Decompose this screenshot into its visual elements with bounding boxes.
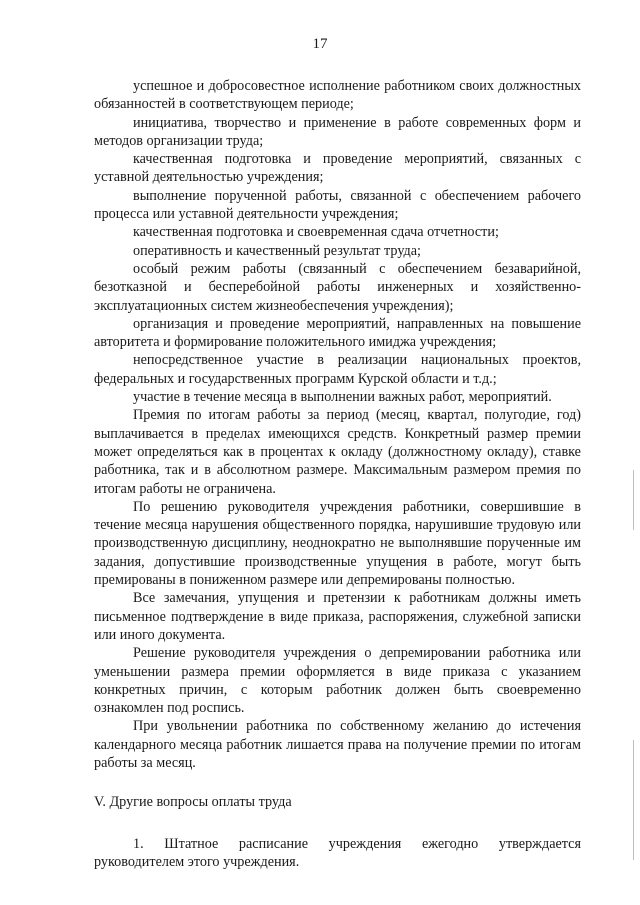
paragraph: Решение руководителя учреждения о депремировании работника или уменьшении размера премии оформляется в виде приказа с указанием конкретных причин, с которым работник должен быть своевременно ознакомлен под роспись.: [94, 645, 581, 717]
paragraph: качественная подготовка и проведение мероприятий, связанных с уставной деятельностью учреждения;: [94, 151, 581, 186]
document-body: [94, 77, 581, 871]
scan-edge-line: [633, 470, 634, 530]
paragraph: качественная подготовка и своевременная сдача отчетности;: [133, 224, 499, 241]
paragraph: Премия по итогам работы за период (месяц, квартал, полугодие, год) выплачивается в пределах имеющихся средств. Конкретный размер премии может определяться как в процентах к окладу (должностному окладу), ставке работника, так и в абсолютном размере. Максимальным размером премия по итогам работы не ограничена.: [94, 407, 581, 497]
paragraph: При увольнении работника по собственному желанию до истечения календарного месяца работник лишается права на получение премии по итогам работы за месяц.: [94, 718, 581, 771]
paragraph: выполнение порученной работы, связанной с обеспечением рабочего процесса или уставной деятельности учреждения;: [94, 187, 581, 223]
paragraph: По решению руководителя учреждения работники, совершившие в течение месяца нарушения общественного порядка, нарушившие трудовую или производственную дисциплину, неоднократно не выполнявшие порученные им задания, допустившие производственные упущения в работе, могут быть премированы в пониженном размере или депремированы полностью.: [94, 498, 581, 589]
paragraph: успешное и добросовестное исполнение работником своих должностных обязанностей в соответствующем периоде;: [94, 78, 581, 113]
paragraph: непосредственное участие в реализации национальных проектов, федеральных и государственных программ Курской области и т.д.;: [94, 352, 581, 387]
page-number: 17: [312, 36, 328, 52]
paragraph: особый режим работы (связанный с обеспечением безаварийной, безотказной и бесперебойной работы инженерных и хозяйственно-эксплуатационных систем жизнеобеспечения учреждения);: [94, 260, 581, 314]
paragraph: 1. Штатное расписание учреждения ежегодно утверждается руководителем этого учреждения.: [94, 835, 581, 870]
scan-edge-line: [633, 740, 634, 860]
paragraph: инициатива, творчество и применение в работе современных форм и методов организации труда;: [94, 114, 581, 149]
paragraph: Все замечания, упущения и претензии к работникам должны иметь письменное подтверждение в виде приказа, распоряжения, служебной записки или иного документа.: [94, 590, 581, 643]
section-heading: V. Другие вопросы оплаты труда: [94, 794, 292, 811]
paragraph: организация и проведение мероприятий, направленных на повышение авторитета и формирование положительного имиджа учреждения;: [94, 315, 581, 351]
paragraph: участие в течение месяца в выполнении важных работ, мероприятий.: [133, 389, 552, 406]
paragraph: оперативность и качественный результат труда;: [133, 242, 421, 259]
